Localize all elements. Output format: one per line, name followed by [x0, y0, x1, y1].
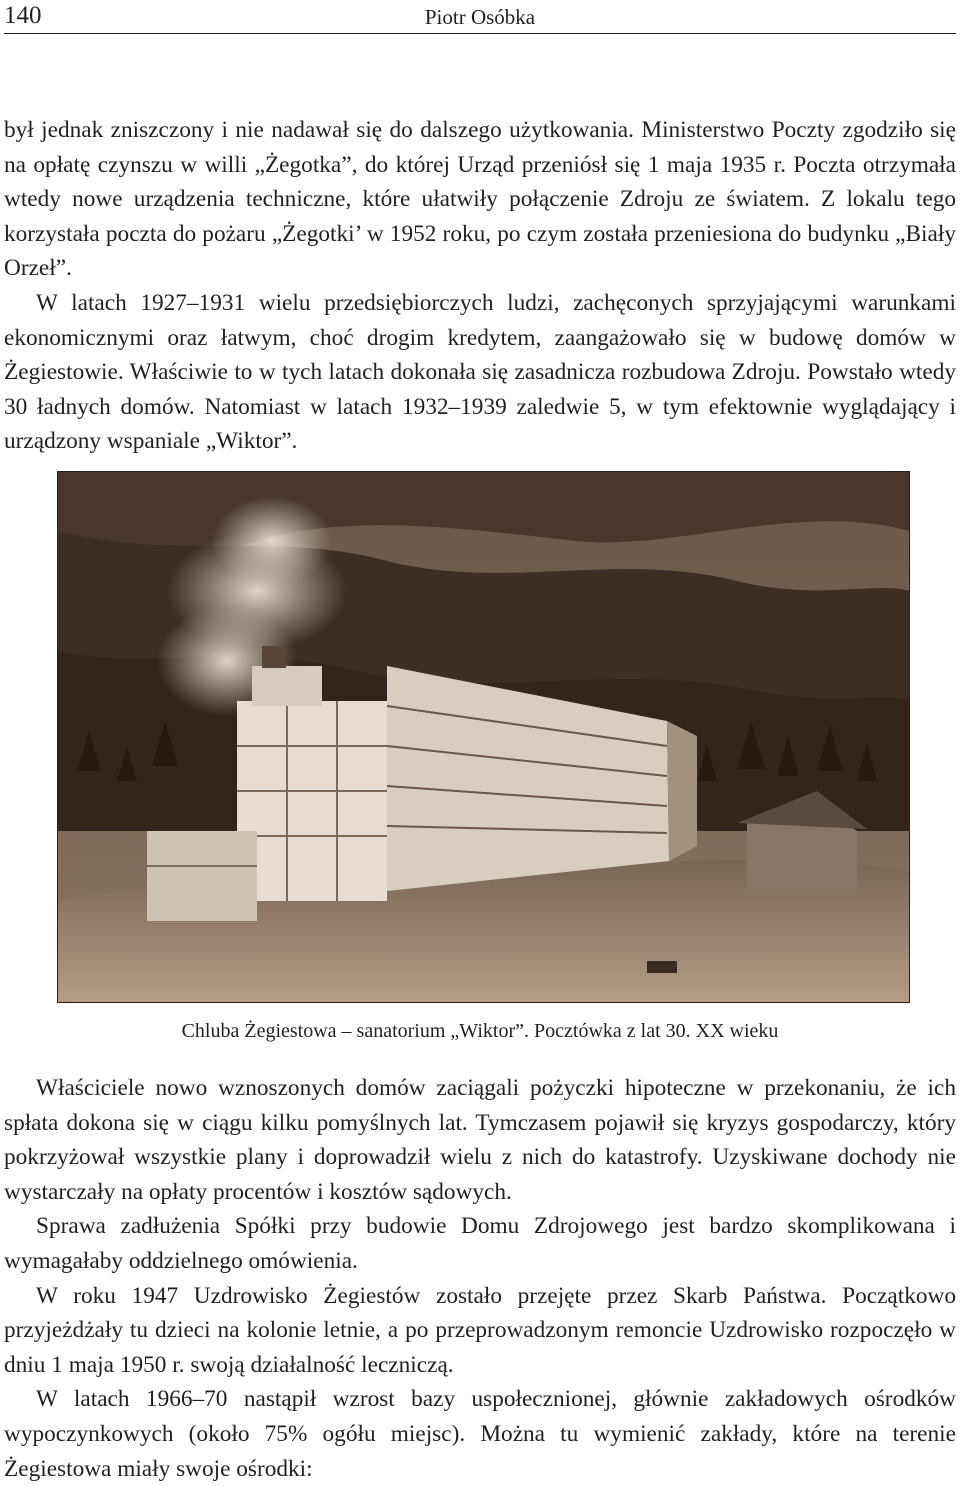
paragraph: Sprawa zadłużenia Spółki przy budowie Domu Zdrojowego jest bardzo skomplikowana i wymagałaby oddzielnego omówienia.: [4, 1213, 956, 1274]
paragraph: był jednak zniszczony i nie nadawał się do dalszego użytkowania. Ministerstwo Poczty zgodziło się na opłatę czynszu w willi „Żegotka”, do której Urząd przeniósł się 1 maja 1935 r. Poczta otrzymała wtedy nowe urządzenia techniczne, które ułatwiły połączenie Zdroju ze światem. Z lokalu tego korzystała poczta do pożaru „Żegotki’ w 1952 roku, po czym została przeniesiona do budynku „Biały Orzeł”.: [4, 117, 956, 282]
sanatorium-photo: [57, 471, 910, 1003]
paragraph: W roku 1947 Uzdrowisko Żegiestów zostało przejęte przez Skarb Państwa. Początkowo przyjeżdżały tu dzieci na kolonie letnie, a po przeprowadzonym remoncie Uzdrowisko rozpoczęło w dniu 1 maja 1950 r. swoją działalność leczniczą.: [4, 1282, 956, 1378]
header-rule: [4, 33, 956, 34]
body-text-bottom: [4, 1071, 956, 1486]
paragraph: W latach 1927–1931 wielu przedsiębiorczych ludzi, zachęconych sprzyjającymi warunkami ekonomicznymi oraz łatwym, choć drogim kredytem, zaangażowało się w budowę domów w Żegiestowie. Właściwie to w tych latach dokonała się zasadnicza rozbudowa Zdroju. Powstało wtedy 30 ładnych domów. Natomiast w latach 1932–1939 zaledwie 5, w tym efektownie wyglądający i urządzony wspaniale „Wiktor”.: [4, 289, 956, 455]
page-header: [0, 0, 960, 34]
page-number: 140: [4, 2, 42, 29]
paragraph: W latach 1966–70 nastąpił wzrost bazy uspołecznionej, głównie zakładowych ośrodków wypoczynkowych (około 75% ogółu miejsc). Można tu wymienić zakłady, które na terenie Żegiestowa miały swoje ośrodki:: [4, 1386, 956, 1482]
running-head-author: Piotr Osóbka: [424, 5, 536, 29]
figure-caption: Chluba Żegiestowa – sanatorium „Wiktor”. Pocztówka z lat 30. XX wieku: [181, 1020, 779, 1042]
body-text-top: [4, 113, 956, 459]
paragraph: Właściciele nowo wznoszonych domów zaciągali pożyczki hipoteczne w przekonaniu, że ich spłata dokona się w ciągu kilku pomyślnych lat. Tymczasem pojawił się kryzys gospodarczy, który pokrzyżował wszystkie plany i doprowadził wielu z nich do katastrofy. Uzyskiwane dochody nie wystarczały na opłaty procentów i kosztów sądowych.: [4, 1075, 956, 1205]
